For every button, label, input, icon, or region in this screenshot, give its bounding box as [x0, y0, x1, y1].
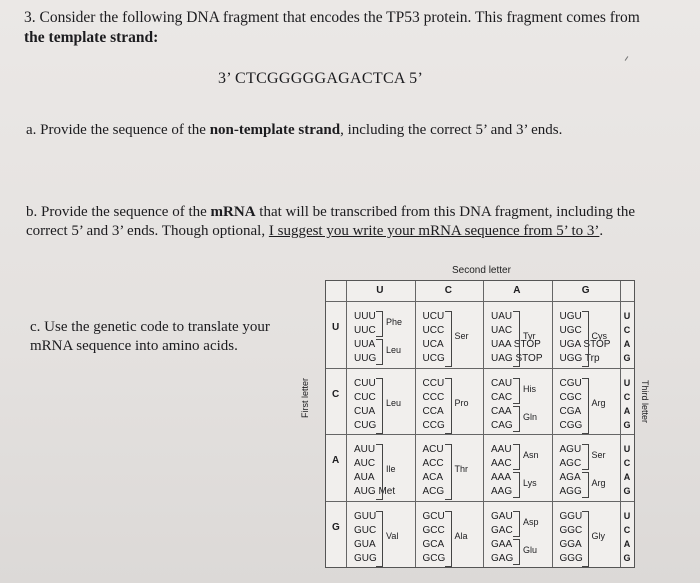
codon-aaa: AAA [491, 472, 512, 483]
amino-acid-pro: Pro [454, 397, 469, 408]
codon-bracket [445, 378, 452, 434]
codon-bracket [376, 339, 383, 365]
codon-auu: AUU [354, 444, 376, 455]
first-letter-C: C [332, 388, 340, 400]
codon-guc: GUC [354, 524, 377, 536]
amino-acid-asp: Asp [523, 516, 539, 527]
third-letter-C: C [623, 524, 631, 535]
codon-bracket [376, 444, 383, 500]
codon-agg: AGG [559, 486, 582, 497]
part-a-text-end: , including the correct 5’ and 3’ ends. [340, 122, 563, 138]
codon-bracket [513, 539, 520, 565]
codon-gaa: GAA [491, 538, 513, 550]
amino-acid-arg: Arg [591, 397, 606, 408]
codon-cua: CUA [354, 405, 376, 417]
amino-acid-gln: Gln [523, 411, 538, 422]
second-letter-label: Second letter [452, 265, 511, 276]
codon-gcg: GCG [422, 552, 446, 564]
header-divider [326, 301, 634, 302]
codon-uag-stop: UAG STOP [491, 353, 543, 364]
codon-gac: GAC [491, 524, 513, 536]
codon-aug-met: AUG Met [354, 486, 396, 497]
codon-aca: ACA [422, 472, 444, 483]
codon-gug: GUG [354, 552, 377, 564]
codon-uca: UCA [422, 339, 444, 350]
first-letter-label: First letter [300, 377, 310, 418]
question-title-line2: the template strand: [24, 29, 159, 46]
third-letter-G: G [623, 552, 631, 563]
codon-bracket [582, 472, 589, 498]
codon-bracket [582, 378, 589, 434]
codon-acu: ACU [422, 444, 444, 455]
codon-cuc: CUC [354, 391, 376, 403]
question-title-line1: 3. Consider the following DNA fragment that encodes the TP53 protein. This fragment comes from [24, 9, 640, 26]
question-title [24, 8, 684, 48]
column-divider [346, 281, 347, 567]
codon-uac: UAC [491, 325, 513, 336]
amino-acid-asn: Asn [523, 450, 539, 460]
part-a-bold: non-template strand [209, 122, 341, 138]
codon-cuu: CUU [354, 377, 376, 389]
amino-acid-ser: Ser [591, 450, 606, 460]
codon-bracket [445, 511, 452, 567]
codon-bracket [445, 444, 452, 500]
second-letter-A: A [513, 285, 521, 296]
amino-acid-ala: Ala [454, 530, 468, 541]
column-divider [483, 281, 484, 567]
row-divider [326, 501, 634, 502]
column-divider [620, 281, 621, 567]
codon-bracket [582, 444, 589, 470]
row-divider [326, 434, 634, 435]
third-letter-U: U [623, 311, 631, 321]
third-letter-label: Third letter [640, 380, 650, 424]
part-c-line1: c. Use the genetic code to translate your [30, 319, 270, 335]
codon-uaa-stop: UAA STOP [491, 339, 541, 350]
codon-table [325, 280, 635, 568]
amino-acid-cys: Cys [591, 331, 607, 341]
part-c-line2: mRNA sequence into amino acids. [30, 338, 238, 354]
codon-bracket [513, 406, 520, 432]
codon-aga: AGA [559, 472, 581, 483]
third-letter-C: C [623, 458, 631, 468]
codon-acg: ACG [422, 486, 445, 497]
codon-bracket [582, 511, 589, 567]
amino-acid-leu: Leu [386, 397, 402, 408]
codon-ucg: UCG [422, 353, 445, 364]
codon-aua: AUA [354, 472, 375, 483]
first-letter-U: U [332, 322, 340, 334]
codon-bracket [376, 311, 383, 337]
codon-caa: CAA [491, 405, 512, 417]
codon-bracket [513, 472, 520, 498]
codon-cca: CCA [422, 405, 444, 417]
codon-gag: GAG [491, 552, 514, 564]
codon-cga: CGA [559, 405, 582, 417]
codon-acc: ACC [422, 458, 444, 469]
part-b-underlined: I suggest you write your mRNA sequence from 5’ to 3’ [268, 223, 600, 239]
amino-acid-phe: Phe [386, 317, 403, 327]
part-b-line2: correct 5’ and 3’ ends. Though optional, [26, 223, 269, 239]
codon-uua: UUA [354, 339, 376, 350]
part-b-text: b. Provide the sequence of the [26, 204, 211, 220]
codon-bracket [376, 378, 383, 434]
third-letter-A: A [623, 538, 631, 549]
codon-ugc: UGC [559, 325, 582, 336]
amino-acid-arg: Arg [591, 478, 606, 488]
third-letter-U: U [623, 510, 631, 521]
part-b-line2-end: . [599, 223, 604, 239]
dna-strand: 3’ CTCGGGGGAGACTCA 5’ [218, 70, 424, 87]
codon-cag: CAG [491, 419, 513, 431]
codon-cgg: CGG [559, 419, 583, 431]
first-letter-A: A [332, 455, 340, 467]
codon-cgc: CGC [559, 391, 582, 403]
amino-acid-ser: Ser [454, 331, 469, 341]
amino-acid-val: Val [386, 530, 399, 541]
codon-cgu: CGU [559, 377, 582, 389]
second-letter-U: U [376, 285, 384, 296]
part-a-text: a. Provide the sequence of the [26, 122, 210, 138]
codon-ccc: CCC [422, 391, 445, 403]
codon-ugu: UGU [559, 311, 582, 322]
second-letter-C: C [444, 285, 452, 296]
codon-ggu: GGU [559, 510, 583, 522]
first-letter-G: G [332, 521, 340, 533]
part-b [26, 203, 686, 241]
codon-bracket [376, 511, 383, 567]
pen-mark [625, 56, 629, 61]
third-letter-A: A [623, 405, 631, 416]
codon-aau: AAU [491, 444, 512, 455]
codon-guu: GUU [354, 510, 377, 522]
codon-auc: AUC [354, 458, 376, 469]
codon-gca: GCA [422, 538, 445, 550]
third-letter-U: U [623, 444, 631, 454]
codon-ccg: CCG [422, 419, 445, 431]
codon-gcc: GCC [422, 524, 445, 536]
third-letter-C: C [623, 391, 631, 402]
column-divider [552, 281, 553, 567]
codon-cug: CUG [354, 419, 377, 431]
codon-ugg-trp: UGG Trp [559, 353, 600, 364]
codon-agc: AGC [559, 458, 582, 469]
codon-gga: GGA [559, 538, 582, 550]
codon-aac: AAC [491, 458, 512, 469]
part-c [30, 318, 270, 356]
part-b-bold: mRNA [210, 204, 256, 220]
third-letter-G: G [623, 353, 631, 363]
third-letter-U: U [623, 377, 631, 388]
amino-acid-tyr: Tyr [523, 331, 536, 341]
codon-ccu: CCU [422, 377, 445, 389]
amino-acid-glu: Glu [523, 544, 538, 555]
codon-ggc: GGC [559, 524, 583, 536]
codon-bracket [513, 378, 520, 404]
part-b-text-mid: that will be transcribed from this DNA fragment, including the [255, 204, 636, 220]
part-a [26, 122, 562, 139]
amino-acid-leu: Leu [386, 345, 402, 355]
codon-bracket [582, 311, 589, 367]
second-letter-G: G [581, 285, 590, 296]
amino-acid-gly: Gly [591, 530, 605, 541]
codon-uga-stop: UGA STOP [559, 339, 611, 350]
column-divider [415, 281, 416, 567]
codon-ucc: UCC [422, 325, 445, 336]
third-letter-C: C [623, 325, 631, 335]
codon-aag: AAG [491, 486, 513, 497]
amino-acid-lys: Lys [523, 478, 537, 488]
codon-gua: GUA [354, 538, 376, 550]
codon-agu: AGU [559, 444, 582, 455]
codon-uuu: UUU [354, 311, 376, 322]
third-letter-A: A [623, 472, 631, 482]
row-divider [326, 368, 634, 369]
amino-acid-thr: Thr [454, 464, 468, 474]
codon-ucu: UCU [422, 311, 445, 322]
codon-cau: CAU [491, 377, 513, 389]
amino-acid-his: His [523, 383, 536, 394]
codon-gau: GAU [491, 510, 513, 522]
third-letter-A: A [623, 339, 631, 349]
codon-bracket [513, 511, 520, 537]
codon-cac: CAC [491, 391, 513, 403]
codon-ggg: GGG [559, 552, 583, 564]
third-letter-G: G [623, 419, 631, 430]
codon-uau: UAU [491, 311, 513, 322]
third-letter-G: G [623, 486, 631, 496]
codon-bracket [513, 311, 520, 367]
codon-gcu: GCU [422, 510, 445, 522]
codon-uug: UUG [354, 353, 377, 364]
codon-bracket [445, 311, 452, 367]
codon-uuc: UUC [354, 325, 376, 336]
codon-bracket [513, 444, 520, 470]
amino-acid-ile: Ile [386, 464, 396, 474]
